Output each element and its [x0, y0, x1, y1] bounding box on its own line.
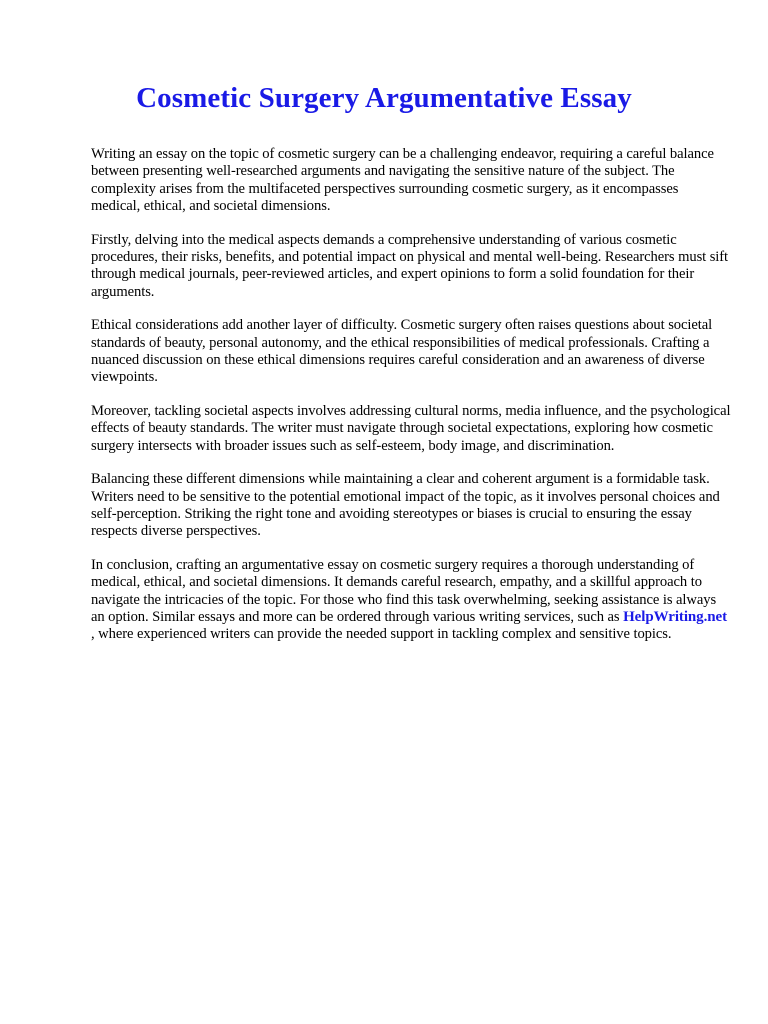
helpwriting-link[interactable]: HelpWriting.net: [623, 609, 728, 626]
paragraph-societal: Moreover, tackling societal aspects involves addressing cultural norms, media influence, and the psychological effects of beauty standards. The writer must navigate through societal expectations, exploring how cosmetic surgery intersects with broader issues such as self-esteem, body image, and discrimination.: [91, 403, 731, 454]
conclusion-text-after-link: , where experienced writers can provide the needed support in tackling complex and sensitive topics.: [91, 626, 672, 643]
essay-body: [91, 146, 731, 660]
conclusion-text-before-link: In conclusion, crafting an argumentative essay on cosmetic surgery requires a thorough understanding of medical, ethical, and societal dimensions. It demands careful research, empathy, and a skillful approach to navigate the intricacies of the topic. For those who find this task overwhelming, seeking assistance is always an option. Similar essays and more can be ordered through various writing services, such as: [91, 557, 717, 626]
paragraph-intro: Writing an essay on the topic of cosmetic surgery can be a challenging endeavor, requiring a careful balance between presenting well-researched arguments and navigating the sensitive nature of the subject. The complexity arises from the multifaceted perspectives surrounding cosmetic surgery, as it encompasses medical, ethical, and societal dimensions.: [91, 146, 714, 214]
paragraph-medical: Firstly, delving into the medical aspects demands a comprehensive understanding of various cosmetic procedures, their risks, benefits, and potential impact on physical and mental well-being. Researchers must sift through medical journals, peer-reviewed articles, and expert opinions to form a solid foundation for their arguments.: [91, 231, 729, 300]
page-title: Cosmetic Surgery Argumentative Essay: [136, 82, 632, 114]
paragraph-ethical: Ethical considerations add another layer of difficulty. Cosmetic surgery often raises questions about societal standards of beauty, personal autonomy, and the ethical responsibilities of medical professionals. Crafting a nuanced discussion on these ethical dimensions requires careful consideration and an awareness of diverse viewpoints.: [91, 317, 713, 386]
paragraph-balancing: Balancing these different dimensions while maintaining a clear and coherent argument is a formidable task. Writers need to be sensitive to the potential emotional impact of the topic, as it involves personal choices and self-perception. Striking the right tone and avoiding stereotypes or biases is crucial to ensuring the essay respects diverse perspectives.: [91, 471, 720, 540]
paragraph-conclusion: [91, 557, 731, 643]
